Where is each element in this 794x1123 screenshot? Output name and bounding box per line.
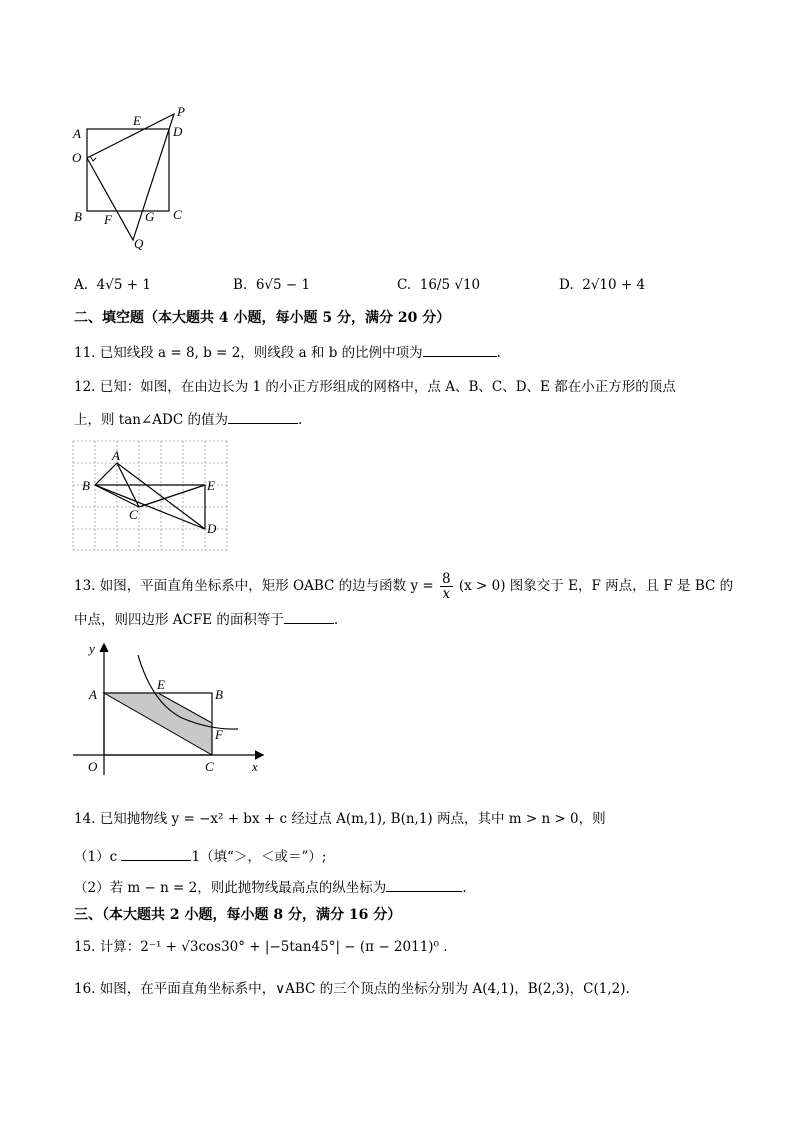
label-Q: Q bbox=[134, 236, 144, 251]
label-A: A bbox=[73, 126, 81, 141]
label-F: F bbox=[104, 212, 112, 227]
label-B: B bbox=[74, 209, 82, 224]
question-13-line1: 13. 如图，平面直角坐标系中，矩形 OABC 的边与函数 y = $\frac{8}{x}$ (x > 0) 图象交于 E，F 两点，且 F 是 BC 的 bbox=[74, 571, 734, 602]
grid-label-D: D bbox=[207, 521, 217, 536]
question-14-line1: 14. 已知抛物线 y = −x² + bx + c 经过点 A(m,1), B(n,1) 两点，其中 m > n > 0，则 bbox=[74, 811, 606, 827]
coordinate-figure bbox=[70, 638, 270, 778]
coord-label-B: B bbox=[215, 687, 223, 702]
coord-label-x: x bbox=[252, 759, 258, 774]
question-15: 15. 计算：2⁻¹ + √3cos30° + |−5tan45°| − (π − 2011)⁰ . bbox=[74, 939, 448, 955]
option-d: D. 2√10 + 4 bbox=[559, 277, 646, 293]
question-12-line1: 12. 已知：如图，在由边长为 1 的小正方形组成的网格中，点 A、B、C、D、E 都在小正方形的顶点 bbox=[74, 379, 676, 395]
coord-label-E: E bbox=[157, 677, 165, 692]
grid-label-B: B bbox=[82, 478, 90, 493]
coord-label-F: F bbox=[215, 727, 223, 742]
square-figure bbox=[60, 98, 200, 258]
question-14-sub1: （1）c 1（填“＞，＜或＝”）; bbox=[74, 846, 326, 866]
grid-label-C: C bbox=[129, 507, 138, 522]
grid-label-A: A bbox=[112, 448, 120, 463]
grid-label-E: E bbox=[207, 478, 215, 493]
label-O: O bbox=[72, 150, 82, 165]
grid-figure bbox=[70, 438, 230, 553]
label-G: G bbox=[145, 209, 155, 224]
question-12-line2: 上，则 tan∠ADC 的值为 . bbox=[74, 409, 302, 429]
question-13-line2: 中点，则四边形 ACFE 的面积等于 . bbox=[74, 609, 338, 629]
fraction: $\frac{8}{x}$ bbox=[441, 571, 451, 602]
option-a: A. 4√5 + 1 bbox=[74, 277, 151, 293]
coord-label-C: C bbox=[205, 759, 214, 774]
question-16: 16. 如图，在平面直角坐标系中，∨ABC 的三个顶点的坐标分别为 A(4,1)，B(2,3)，C(1,2). bbox=[74, 981, 630, 997]
question-14-sub2: （2）若 m − n = 2，则此抛物线最高点的纵坐标为 . bbox=[74, 877, 467, 897]
label-P: P bbox=[177, 104, 185, 119]
coord-label-y: y bbox=[89, 641, 95, 656]
option-c: C. 16/5 √10 bbox=[397, 277, 481, 293]
label-D: D bbox=[173, 124, 183, 139]
coord-label-O: O bbox=[88, 759, 98, 774]
label-E: E bbox=[133, 113, 141, 128]
section-2-heading: 二、填空题（本大题共 4 小题，每小题 5 分，满分 20 分） bbox=[74, 310, 451, 326]
label-C: C bbox=[173, 207, 182, 222]
option-b: B. 6√5 − 1 bbox=[233, 277, 311, 293]
section-3-heading: 三、（本大题共 2 小题，每小题 8 分，满分 16 分） bbox=[74, 907, 402, 923]
coord-label-A: A bbox=[89, 687, 97, 702]
question-11: 11. 已知线段 a = 8, b = 2，则线段 a 和 b 的比例中项为 . bbox=[74, 342, 501, 362]
